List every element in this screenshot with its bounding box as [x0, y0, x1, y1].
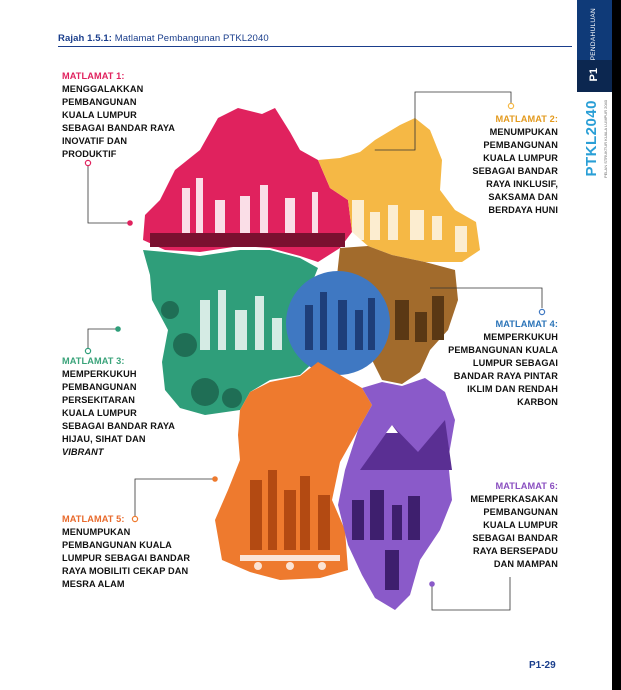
goal-2-line: BERDAYA HUNI: [488, 205, 558, 215]
goal-3-line: HIJAU, SIHAT DAN: [62, 434, 146, 444]
goal-3-line: SEBAGAI BANDAR RAYA: [62, 421, 176, 431]
goal-1-line: INOVATIF DAN: [62, 136, 128, 146]
goal-6-line: KUALA LUMPUR: [483, 520, 558, 530]
goal-5-line: RAYA MOBILITI CEKAP DAN: [62, 566, 189, 576]
figure-caption-label: Rajah 1.5.1:: [58, 33, 113, 44]
goal-4-line: PEMBANGUNAN KUALA: [448, 345, 558, 355]
goal-6-heading: MATLAMAT 6:: [495, 481, 558, 491]
brand-subtitle: PELAN STRUKTUR KUALA LUMPUR 2040: [603, 100, 608, 179]
brand-logo: PTKL2040: [583, 100, 600, 177]
goal-3-text: [62, 355, 175, 459]
goal-2-line: MENUMPUKAN: [489, 127, 558, 137]
goal-1-text: [62, 70, 175, 161]
goal-2-text: [460, 113, 558, 217]
goal-5-line: MESRA ALAM: [62, 579, 125, 589]
goal-5-text: [62, 513, 190, 591]
goal-3-line: MEMPERKUKUH: [62, 369, 137, 379]
goal-5-heading: MATLAMAT 5:: [62, 514, 125, 524]
goal-6-line: DAN MAMPAN: [493, 559, 558, 569]
goal-2-line: RAYA INKLUSIF,: [486, 179, 558, 189]
goal-6-line: RAYA BERSEPADU: [473, 546, 558, 556]
goal-3-line: VIBRANT: [62, 447, 104, 457]
goal-2-line: SAKSAMA DAN: [488, 192, 558, 202]
goal-3-heading: MATLAMAT 3:: [62, 356, 125, 366]
goal-3-line: KUALA LUMPUR: [62, 408, 137, 418]
street-goal1: [150, 233, 345, 247]
chapter-tab-label: P1: [588, 68, 600, 82]
goal-4-line: BANDAR RAYA PINTAR: [453, 371, 558, 381]
page-number: P1-29: [529, 660, 556, 671]
goal-6-text: [452, 480, 558, 571]
goal-6-line: SEBAGAI BANDAR: [472, 533, 558, 543]
goal-4-text: [440, 318, 558, 409]
goal-6-line: MEMPERKASAKAN: [470, 494, 558, 504]
goal-1-line: KUALA LUMPUR: [62, 110, 137, 120]
goal-1-line: SEBAGAI BANDAR RAYA: [62, 123, 176, 133]
goal-5-line: MENUMPUKAN: [62, 527, 131, 537]
goal-4-heading: MATLAMAT 4:: [495, 319, 558, 329]
goal-4-line: KARBON: [517, 397, 558, 407]
goal-4-line: IKLIM DAN RENDAH: [467, 384, 558, 394]
goal-4-line: LUMPUR SEBAGAI: [472, 358, 558, 368]
goal-2-line: KUALA LUMPUR: [483, 153, 558, 163]
goal-5-line: LUMPUR SEBAGAI BANDAR: [62, 553, 191, 563]
goal-1-line: MENGGALAKKAN: [62, 84, 144, 94]
goal-3-line: PEMBANGUNAN: [62, 382, 137, 392]
goal-1-line: PEMBANGUNAN: [62, 97, 137, 107]
goal-1-line: PRODUKTIF: [62, 149, 117, 159]
goal-2-line: SEBAGAI BANDAR: [472, 166, 558, 176]
goal-1-heading: MATLAMAT 1:: [62, 71, 125, 81]
figure-caption-text: Matlamat Pembangunan PTKL2040: [114, 33, 269, 44]
goal-2-heading: MATLAMAT 2:: [495, 114, 558, 124]
goal-6-line: PEMBANGUNAN: [483, 507, 558, 517]
goal-2-line: PEMBANGUNAN: [483, 140, 558, 150]
goal-4-line: MEMPERKUKUH: [483, 332, 558, 342]
goal-5-line: PEMBANGUNAN KUALA: [62, 540, 172, 550]
goal-3-line: PERSEKITARAN: [62, 395, 136, 405]
section-tab-label: PENDAHULUAN: [590, 8, 597, 61]
